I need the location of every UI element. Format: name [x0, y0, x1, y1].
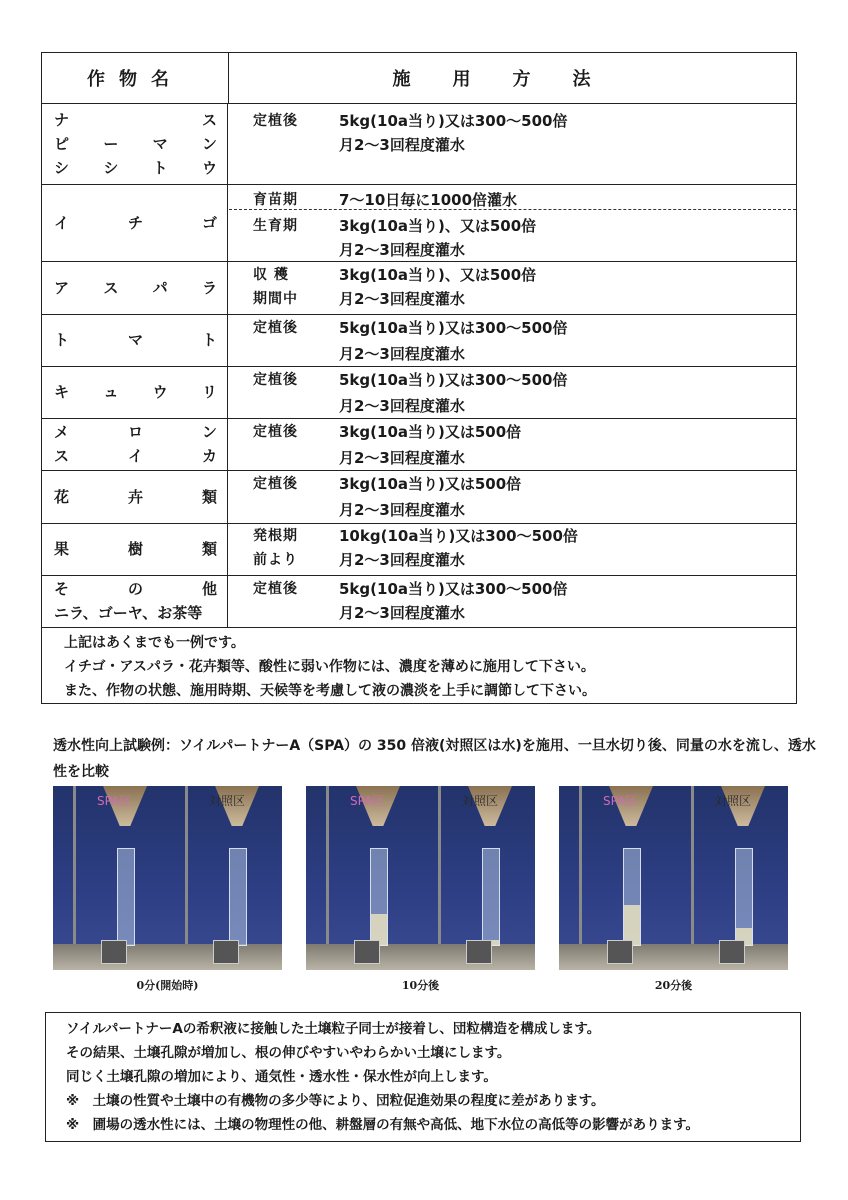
header-crop-name: 作物名 — [42, 53, 229, 103]
method-period-label: 定植後 — [253, 113, 298, 129]
digital-scale — [607, 940, 633, 964]
crop-char: ゴ — [201, 213, 217, 232]
crop-char: パ — [152, 278, 168, 297]
method-cell — [229, 418, 796, 470]
method-period-label: 育苗期 — [253, 192, 298, 208]
crop-char: チ — [127, 213, 143, 232]
spa-plot-label: SPA区 — [350, 794, 385, 808]
method-period-label: 定植後 — [253, 476, 298, 492]
crop-char: メ — [54, 423, 70, 441]
method-cell — [229, 470, 796, 523]
crop-char: ア — [54, 278, 70, 297]
crop-char: シ — [103, 158, 119, 177]
crop-char: ス — [54, 447, 70, 465]
digital-scale — [719, 940, 745, 964]
digital-scale — [213, 940, 239, 964]
method-text: 5kg(10a当り)又は300～500倍 — [339, 371, 568, 389]
crop-char: ウ — [201, 158, 217, 177]
crop-char: マ — [152, 134, 168, 153]
table-row — [42, 575, 796, 628]
method-period-label: 定植後 — [253, 372, 298, 388]
method-text: 5kg(10a当り)又は300～500倍 — [339, 580, 568, 598]
method-text: 5kg(10a当り)又は300～500倍 — [339, 112, 568, 130]
crop-cell — [42, 366, 228, 418]
method-text: 5kg(10a当り)又は300～500倍 — [339, 319, 568, 337]
crop-char: ス — [103, 278, 119, 297]
crop-char: ニラ、ゴーヤ、お茶等 — [54, 604, 203, 622]
note-line: イチゴ・アスパラ・花卉類等、酸性に弱い作物には、濃度を薄めに施用して下さい。 — [64, 659, 595, 675]
method-cell — [229, 103, 796, 184]
method-period-label: 生育期 — [253, 218, 298, 234]
method-text: 月2～3回程度灌水 — [339, 241, 465, 259]
digital-scale — [101, 940, 127, 964]
method-text: 月2～3回程度灌水 — [339, 397, 465, 415]
table-row — [42, 523, 796, 576]
lab-stand — [73, 786, 76, 944]
method-text: 月2～3回程度灌水 — [339, 604, 465, 622]
crop-char: イ — [54, 213, 70, 232]
table-row — [42, 103, 796, 185]
summary-box — [45, 1012, 801, 1142]
method-text: 月2～3回程度灌水 — [339, 551, 465, 569]
photo-caption: 10分後 — [401, 979, 440, 992]
crop-char: リ — [201, 383, 217, 401]
crop-char: ウ — [152, 383, 168, 401]
method-cell — [229, 314, 796, 366]
method-period-label: 定植後 — [253, 581, 298, 597]
experiment-description: 透水性向上試験例：ソイルパートナーA（SPA）の 350 倍液(対照区は水)を施用、一旦水切り後、同量の水を流し、透水性を比較 — [53, 738, 816, 780]
method-text: 月2～3回程度灌水 — [339, 449, 465, 467]
spa-plot-label: SPA区 — [603, 794, 638, 808]
crop-line — [54, 108, 217, 132]
method-period-label: 発根期 — [253, 528, 298, 544]
crop-char: ス — [201, 110, 217, 129]
method-text: 3kg(10a当り)、又は500倍 — [339, 266, 537, 284]
control-plot-label: 対照区 — [462, 794, 499, 808]
method-text: 月2～3回程度灌水 — [339, 136, 465, 154]
control-plot-label: 対照区 — [715, 794, 752, 808]
graduated-cylinder — [229, 848, 247, 946]
crop-char: 類 — [201, 487, 217, 506]
experiment-photo — [53, 786, 282, 970]
header-application-method: 施用方法 — [392, 69, 633, 90]
crop-line — [54, 537, 217, 561]
lab-bench — [53, 944, 282, 970]
dashed-separator — [229, 209, 796, 210]
crop-line — [54, 211, 217, 235]
table-row — [42, 366, 796, 419]
collected-water — [624, 905, 640, 945]
graduated-cylinder — [735, 848, 753, 946]
summary-line: ソイルパートナーAの希釈液に接触した土壌粒子同士が接着し、団粒構造を構成します。 — [66, 1021, 601, 1037]
crop-char: 卉 — [127, 487, 143, 506]
crop-cell — [42, 184, 228, 261]
lab-bench — [306, 944, 535, 970]
experiment-photo — [559, 786, 788, 970]
crop-char: 樹 — [127, 540, 143, 558]
method-cell — [229, 261, 796, 314]
photo-caption: 20分後 — [654, 979, 693, 992]
crop-char: マ — [127, 331, 143, 349]
crop-line — [54, 601, 217, 625]
method-text: 3kg(10a当り)、又は500倍 — [339, 217, 537, 235]
crop-char: 類 — [201, 540, 217, 558]
crop-line — [54, 328, 217, 352]
table-row — [42, 184, 796, 262]
lab-stand — [438, 786, 441, 944]
crop-char: キ — [54, 383, 70, 401]
method-text: 3kg(10a当り)又は500倍 — [339, 475, 522, 493]
crop-cell — [42, 523, 228, 575]
crop-char: の — [127, 580, 143, 598]
lab-stand — [579, 786, 582, 944]
crop-line — [54, 485, 217, 509]
crop-char: そ — [54, 580, 70, 598]
crop-char: ト — [54, 331, 70, 349]
crop-cell — [42, 470, 228, 523]
lab-stand — [691, 786, 694, 944]
lab-bench — [559, 944, 788, 970]
method-period-label: 定植後 — [253, 424, 298, 440]
method-period-label: 前より — [253, 552, 298, 568]
crop-char: ン — [201, 134, 217, 153]
method-period-label: 期間中 — [253, 291, 298, 307]
crop-char: 花 — [54, 487, 70, 506]
crop-cell — [42, 103, 228, 184]
summary-line: ※ 圃場の透水性には、土壌の物理性の他、耕盤層の有無や高低、地下水位の高低等の影響があります。 — [66, 1117, 700, 1133]
crop-char: イ — [127, 447, 143, 465]
method-text: 月2～3回程度灌水 — [339, 290, 465, 308]
crop-char: シ — [54, 158, 70, 177]
graduated-cylinder — [370, 848, 388, 946]
crop-line — [54, 577, 217, 601]
crop-char: ラ — [201, 278, 217, 297]
crop-line — [54, 420, 217, 444]
method-text: 3kg(10a当り)又は500倍 — [339, 423, 522, 441]
table-row — [42, 418, 796, 471]
table-row — [42, 261, 796, 315]
method-cell — [229, 184, 796, 261]
method-text: 10kg(10a当り)又は300～500倍 — [339, 527, 578, 545]
lab-stand — [326, 786, 329, 944]
table-row — [42, 470, 796, 524]
lab-stand — [185, 786, 188, 944]
method-text: 7～10日毎に1000倍灌水 — [339, 191, 518, 209]
crop-char: ロ — [127, 423, 143, 441]
crop-char: カ — [201, 447, 217, 465]
crop-char: 他 — [201, 580, 217, 598]
method-cell — [229, 366, 796, 418]
crop-cell — [42, 314, 228, 366]
method-cell — [229, 523, 796, 575]
summary-line: 同じく土壌孔隙の増加により、通気性・透水性・保水性が向上します。 — [66, 1069, 497, 1085]
crop-line — [54, 444, 217, 468]
control-plot-label: 対照区 — [209, 794, 246, 808]
graduated-cylinder — [482, 848, 500, 946]
method-period-label: 定植後 — [253, 320, 298, 336]
digital-scale — [466, 940, 492, 964]
crop-char: ピ — [54, 134, 70, 153]
table-notes — [42, 625, 796, 703]
usage-table — [41, 52, 797, 704]
method-text: 月2～3回程度灌水 — [339, 345, 465, 363]
crop-line — [54, 276, 217, 300]
crop-char: ー — [103, 134, 119, 153]
crop-line — [54, 156, 217, 180]
summary-line: ※ 土壌の性質や土壌中の有機物の多少等により、団粒促進効果の程度に差があります。 — [66, 1093, 605, 1109]
method-text: 月2～3回程度灌水 — [339, 501, 465, 519]
crop-cell — [42, 261, 228, 314]
graduated-cylinder — [623, 848, 641, 946]
digital-scale — [354, 940, 380, 964]
crop-cell — [42, 575, 228, 627]
summary-line: その結果、土壌孔隙が増加し、根の伸びやすいやわらかい土壌にします。 — [66, 1045, 511, 1061]
crop-cell — [42, 418, 228, 470]
method-cell — [229, 575, 796, 627]
crop-char: ナ — [54, 110, 70, 129]
table-header — [42, 53, 796, 104]
photo-caption: 0分(開始時) — [136, 979, 199, 992]
crop-char: ュ — [103, 383, 119, 401]
crop-char: 果 — [54, 540, 70, 558]
crop-line — [54, 380, 217, 404]
crop-char: ト — [201, 331, 217, 349]
experiment-photo — [306, 786, 535, 970]
spa-plot-label: SPA区 — [97, 794, 132, 808]
method-period-label: 収 穫 — [253, 267, 289, 283]
note-line: また、作物の状態、施用時期、天候等を考慮して液の濃淡を上手に調節して下さい。 — [64, 683, 596, 699]
table-row — [42, 314, 796, 367]
crop-line — [54, 132, 217, 156]
note-line: 上記はあくまでも一例です。 — [64, 635, 245, 651]
crop-char: ン — [201, 423, 217, 441]
crop-char: ト — [152, 158, 168, 177]
graduated-cylinder — [117, 848, 135, 946]
